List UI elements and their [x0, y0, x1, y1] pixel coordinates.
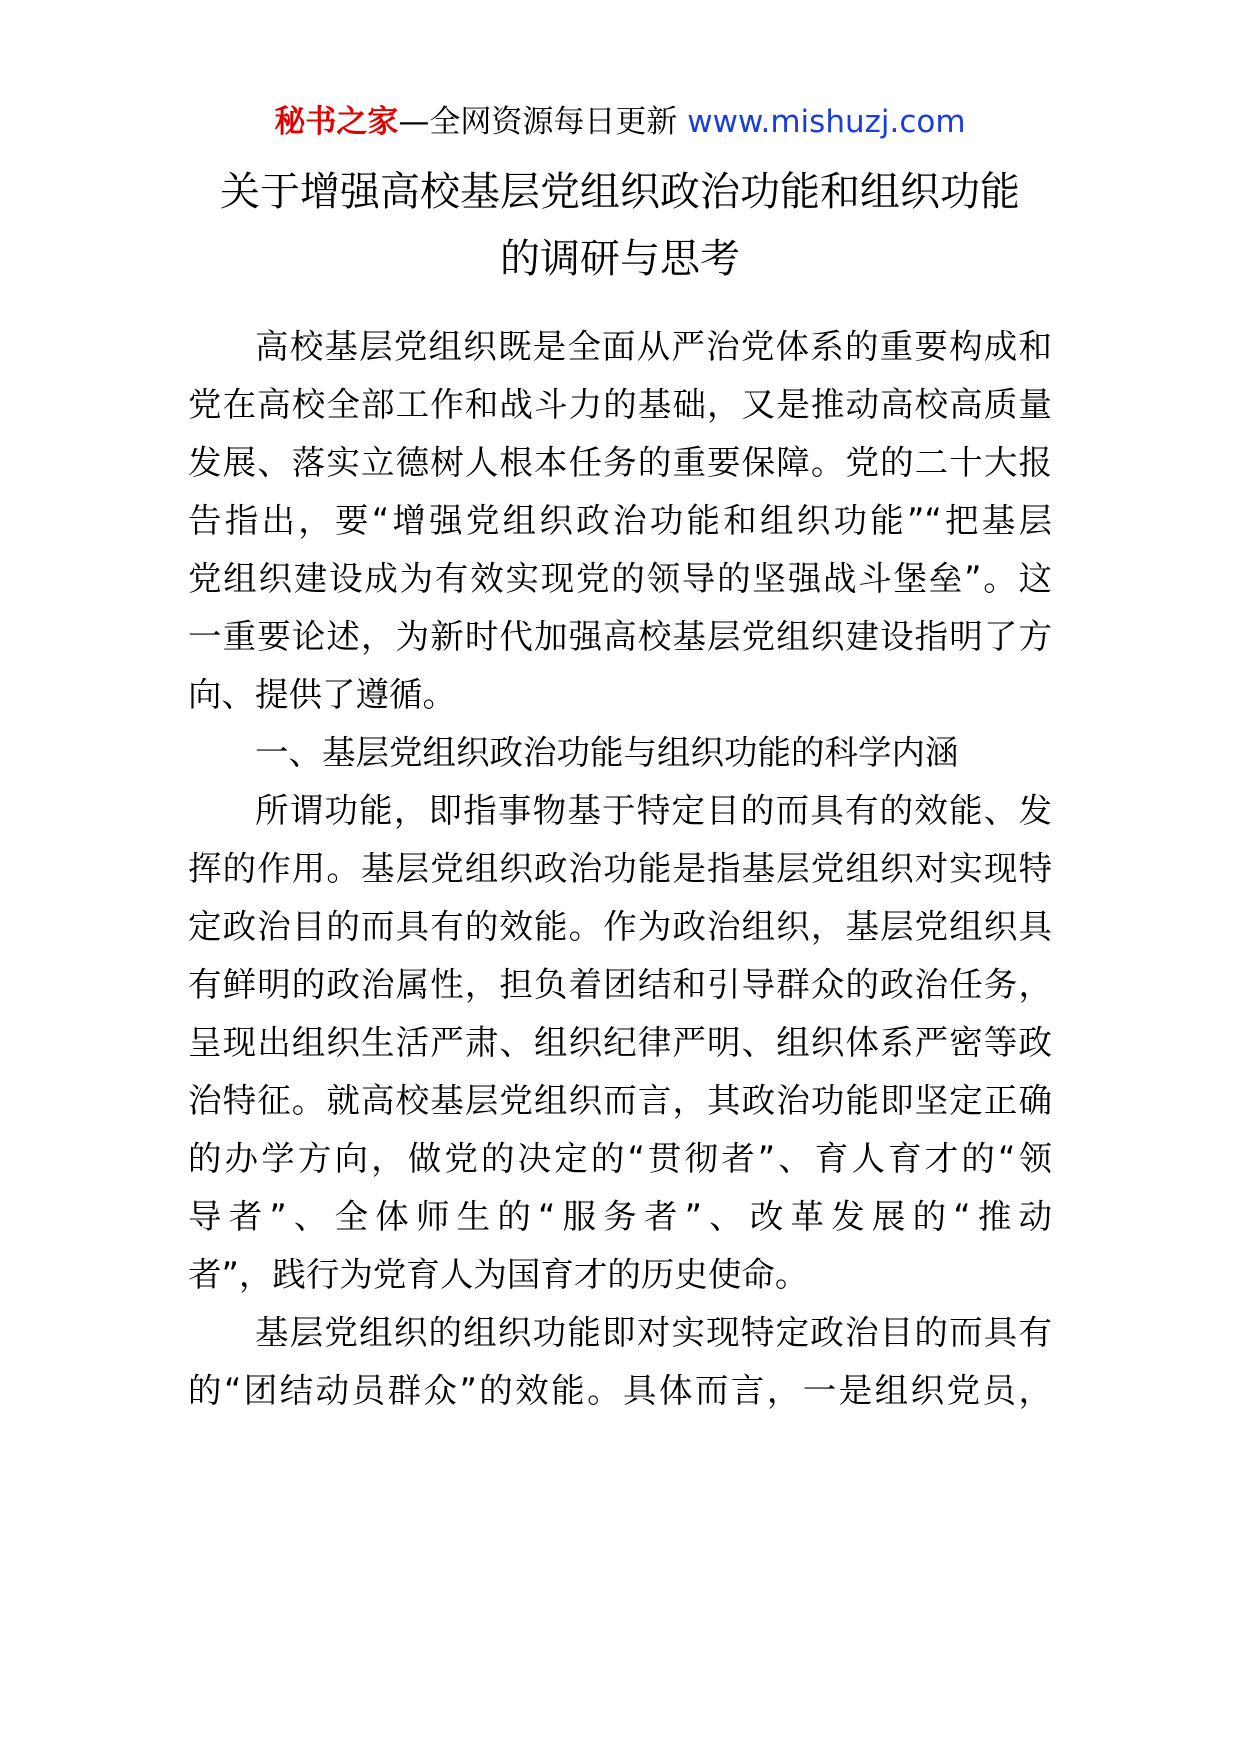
- body-line: 告指出，要“增强党组织政治功能和组织功能”“把基层: [188, 501, 1052, 540]
- body-line: 基层党组织的组织功能即对实现特定政治目的而具有: [255, 1313, 1052, 1352]
- body-line: 者”，践行为党育人为国育才的历史使命。: [188, 1255, 809, 1294]
- body-line: 导者”、全体师生的“服务者”、改革发展的“推动: [188, 1197, 1052, 1236]
- site-brand: 秘书之家: [274, 104, 399, 140]
- body-line: 的办学方向，做党的决定的“贯彻者”、育人育才的“领: [188, 1139, 1052, 1178]
- body-line: 所谓功能，即指事物基于特定目的而具有的效能、发: [255, 791, 1052, 830]
- body-line: 定政治目的而具有的效能。作为政治组织，基层党组织具: [188, 907, 1052, 946]
- section-heading: 一、基层党组织政治功能与组织功能的科学内涵: [255, 733, 959, 772]
- body-line: 高校基层党组织既是全面从严治党体系的重要构成和: [255, 327, 1052, 366]
- site-url-link[interactable]: www.mishuzj.com: [687, 104, 966, 140]
- site-tagline: —全网资源每日更新: [398, 104, 688, 140]
- document-title-line-1: 关于增强高校基层党组织政治功能和组织功能: [220, 169, 1020, 215]
- document-title-line-2: 的调研与思考: [500, 236, 740, 282]
- body-line: 一重要论述，为新时代加强高校基层党组织建设指明了方: [188, 617, 1052, 656]
- body-line: 发展、落实立德树人根本任务的重要保障。党的二十大报: [188, 443, 1052, 482]
- body-line: 的“团结动员群众”的效能。具体而言，一是组织党员，: [188, 1371, 1052, 1410]
- body-line: 治特征。就高校基层党组织而言，其政治功能即坚定正确: [188, 1081, 1052, 1120]
- body-line: 向、提供了遵循。: [188, 675, 456, 714]
- body-line: 党组织建设成为有效实现党的领导的坚强战斗堡垒”。这: [188, 559, 1052, 598]
- body-line: 呈现出组织生活严肃、组织纪律严明、组织体系严密等政: [188, 1023, 1052, 1062]
- body-line: 挥的作用。基层党组织政治功能是指基层党组织对实现特: [188, 849, 1052, 888]
- body-line: 有鲜明的政治属性，担负着团结和引导群众的政治任务，: [188, 965, 1052, 1004]
- body-line: 党在高校全部工作和战斗力的基础，又是推动高校高质量: [188, 385, 1052, 424]
- site-header: [0, 100, 1240, 144]
